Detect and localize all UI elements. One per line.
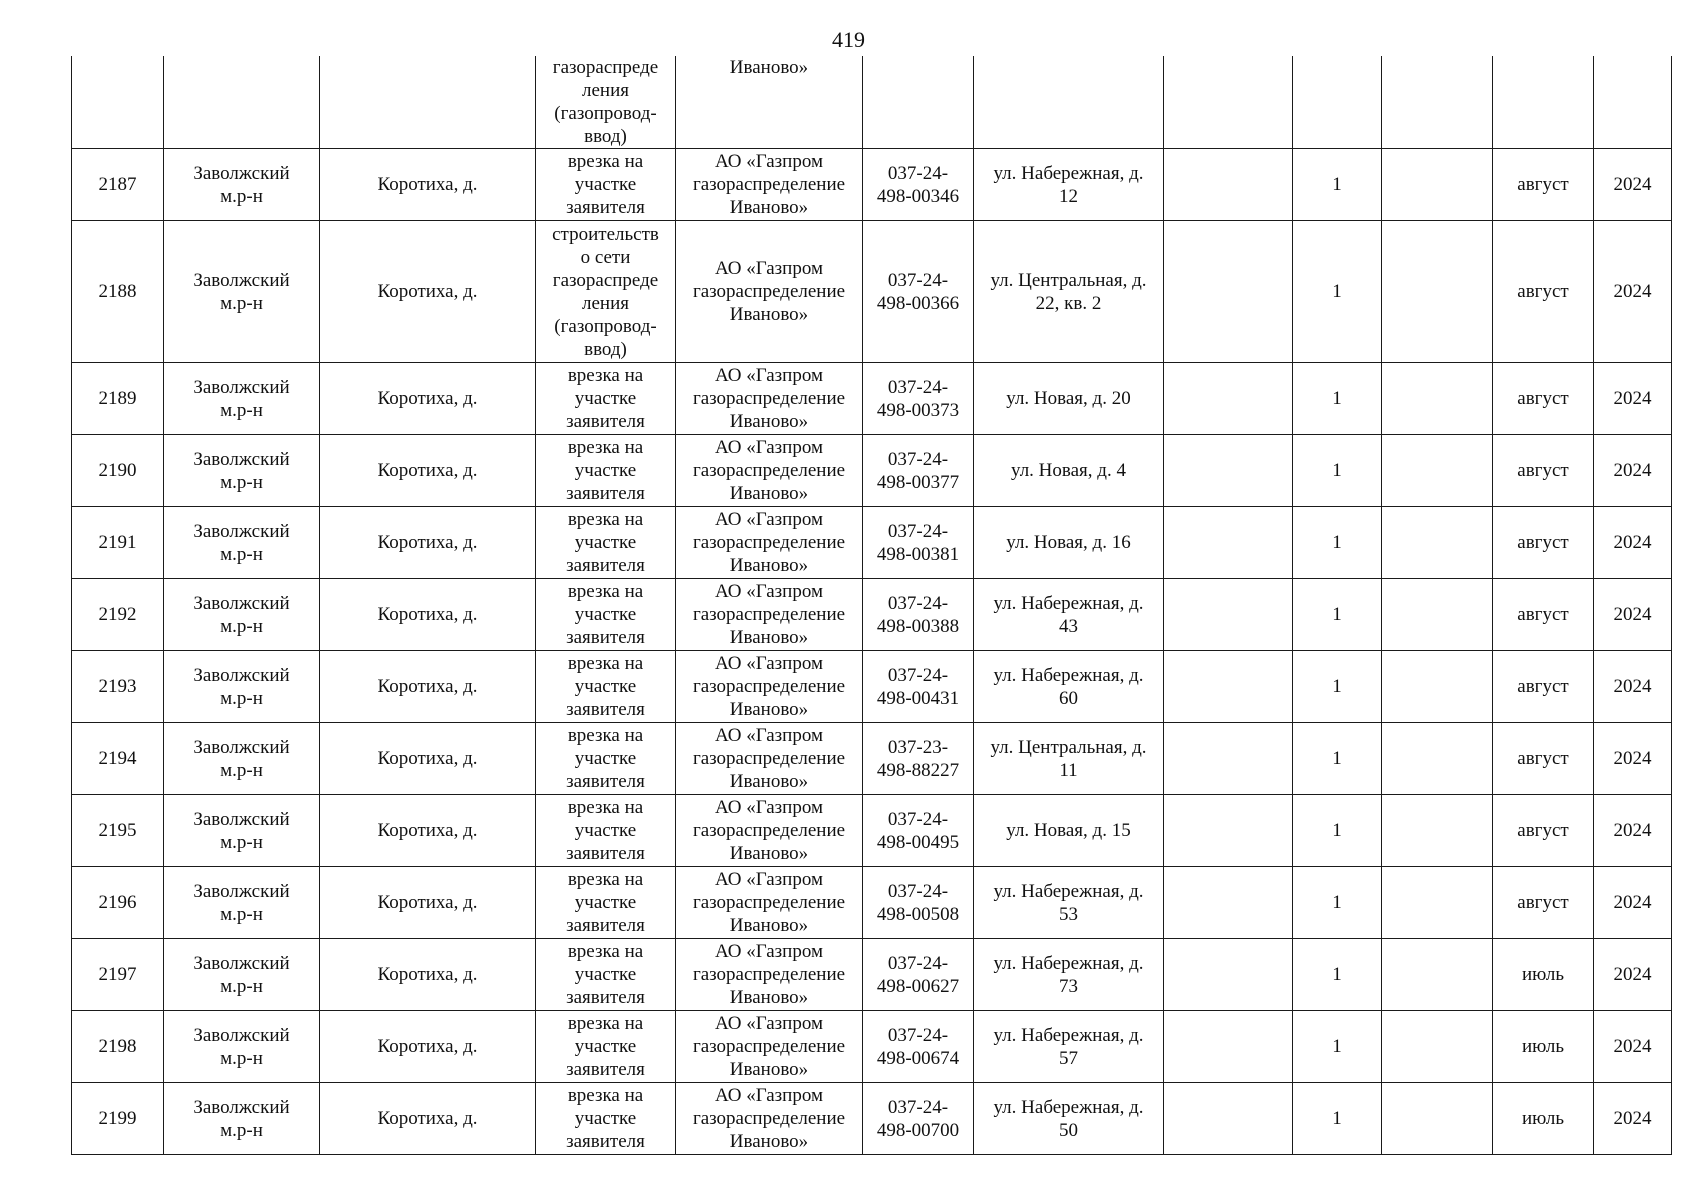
cell-organization: АО «Газпром газораспределение Иваново» bbox=[676, 221, 863, 363]
cell-settlement: Коротиха, д. bbox=[320, 795, 536, 867]
cell-count: 1 bbox=[1293, 1083, 1382, 1155]
cell-count: 1 bbox=[1293, 221, 1382, 363]
cell-settlement: Коротиха, д. bbox=[320, 867, 536, 939]
cell-year: 2024 bbox=[1594, 1011, 1672, 1083]
cell-num: 2198 bbox=[72, 1011, 164, 1083]
cell-year: 2024 bbox=[1594, 579, 1672, 651]
cell-address: ул. Центральная, д. 22, кв. 2 bbox=[974, 221, 1164, 363]
cell-extra2 bbox=[1382, 651, 1493, 723]
cell-app-number: 037-24- 498-00627 bbox=[863, 939, 974, 1011]
cell-extra2 bbox=[1382, 579, 1493, 651]
cell-month: август bbox=[1493, 149, 1594, 221]
cell-organization: Иваново» bbox=[676, 56, 863, 149]
cell-num: 2195 bbox=[72, 795, 164, 867]
cell-count: 1 bbox=[1293, 435, 1382, 507]
cell-type-of-work: врезка на участке заявителя bbox=[536, 579, 676, 651]
cell-organization: АО «Газпром газораспределение Иваново» bbox=[676, 435, 863, 507]
cell-extra2 bbox=[1382, 939, 1493, 1011]
cell-extra2 bbox=[1382, 149, 1493, 221]
cell-settlement: Коротиха, д. bbox=[320, 435, 536, 507]
cell-num: 2199 bbox=[72, 1083, 164, 1155]
cell-settlement bbox=[320, 56, 536, 149]
cell-month: июль bbox=[1493, 1011, 1594, 1083]
cell-organization: АО «Газпром газораспределение Иваново» bbox=[676, 579, 863, 651]
cell-extra1 bbox=[1164, 939, 1293, 1011]
cell-num: 2189 bbox=[72, 363, 164, 435]
cell-year: 2024 bbox=[1594, 939, 1672, 1011]
cell-num: 2192 bbox=[72, 579, 164, 651]
cell-district: Заволжский м.р-н bbox=[164, 579, 320, 651]
cell-year: 2024 bbox=[1594, 723, 1672, 795]
cell-organization: АО «Газпром газораспределение Иваново» bbox=[676, 363, 863, 435]
cell-settlement: Коротиха, д. bbox=[320, 651, 536, 723]
cell-organization: АО «Газпром газораспределение Иваново» bbox=[676, 1011, 863, 1083]
cell-extra2 bbox=[1382, 795, 1493, 867]
cell-month: август bbox=[1493, 507, 1594, 579]
cell-district: Заволжский м.р-н bbox=[164, 867, 320, 939]
cell-num: 2187 bbox=[72, 149, 164, 221]
cell-year: 2024 bbox=[1594, 221, 1672, 363]
cell-app-number: 037-24- 498-00373 bbox=[863, 363, 974, 435]
cell-year: 2024 bbox=[1594, 363, 1672, 435]
cell-month: июль bbox=[1493, 1083, 1594, 1155]
cell-address: ул. Набережная, д. 57 bbox=[974, 1011, 1164, 1083]
cell-organization: АО «Газпром газораспределение Иваново» bbox=[676, 723, 863, 795]
cell-address: ул. Новая, д. 15 bbox=[974, 795, 1164, 867]
cell-app-number: 037-24- 498-00431 bbox=[863, 651, 974, 723]
cell-extra2 bbox=[1382, 867, 1493, 939]
cell-type-of-work: газораспреде ления (газопровод- ввод) bbox=[536, 56, 676, 149]
cell-year: 2024 bbox=[1594, 507, 1672, 579]
cell-settlement: Коротиха, д. bbox=[320, 723, 536, 795]
cell-month bbox=[1493, 56, 1594, 149]
table-row bbox=[72, 149, 1672, 221]
cell-organization: АО «Газпром газораспределение Иваново» bbox=[676, 507, 863, 579]
cell-count: 1 bbox=[1293, 723, 1382, 795]
cell-month: август bbox=[1493, 435, 1594, 507]
table-row bbox=[72, 723, 1672, 795]
page-number: 419 bbox=[832, 27, 865, 52]
cell-district: Заволжский м.р-н bbox=[164, 939, 320, 1011]
cell-count: 1 bbox=[1293, 651, 1382, 723]
cell-address: ул. Новая, д. 16 bbox=[974, 507, 1164, 579]
cell-app-number: 037-24- 498-00377 bbox=[863, 435, 974, 507]
table-row bbox=[72, 1011, 1672, 1083]
cell-app-number bbox=[863, 56, 974, 149]
cell-extra1 bbox=[1164, 867, 1293, 939]
cell-app-number: 037-24- 498-00508 bbox=[863, 867, 974, 939]
cell-type-of-work: врезка на участке заявителя bbox=[536, 363, 676, 435]
cell-app-number: 037-24- 498-00366 bbox=[863, 221, 974, 363]
cell-settlement: Коротиха, д. bbox=[320, 363, 536, 435]
cell-address: ул. Набережная, д. 12 bbox=[974, 149, 1164, 221]
table-row bbox=[72, 651, 1672, 723]
cell-extra1 bbox=[1164, 363, 1293, 435]
cell-organization: АО «Газпром газораспределение Иваново» bbox=[676, 1083, 863, 1155]
cell-extra2 bbox=[1382, 1011, 1493, 1083]
cell-month: август bbox=[1493, 651, 1594, 723]
cell-extra2 bbox=[1382, 723, 1493, 795]
cell-district: Заволжский м.р-н bbox=[164, 221, 320, 363]
gasification-table bbox=[71, 56, 1672, 1155]
cell-app-number: 037-24- 498-00700 bbox=[863, 1083, 974, 1155]
cell-district: Заволжский м.р-н bbox=[164, 149, 320, 221]
cell-address: ул. Набережная, д. 43 bbox=[974, 579, 1164, 651]
cell-num: 2196 bbox=[72, 867, 164, 939]
cell-year: 2024 bbox=[1594, 1083, 1672, 1155]
cell-month: август bbox=[1493, 363, 1594, 435]
cell-num: 2193 bbox=[72, 651, 164, 723]
cell-type-of-work: врезка на участке заявителя bbox=[536, 651, 676, 723]
cell-district: Заволжский м.р-н bbox=[164, 363, 320, 435]
cell-extra2 bbox=[1382, 363, 1493, 435]
cell-num bbox=[72, 56, 164, 149]
cell-num: 2188 bbox=[72, 221, 164, 363]
cell-settlement: Коротиха, д. bbox=[320, 579, 536, 651]
cell-address: ул. Центральная, д. 11 bbox=[974, 723, 1164, 795]
cell-district: Заволжский м.р-н bbox=[164, 1011, 320, 1083]
cell-organization: АО «Газпром газораспределение Иваново» bbox=[676, 651, 863, 723]
table-row bbox=[72, 579, 1672, 651]
cell-year: 2024 bbox=[1594, 149, 1672, 221]
cell-type-of-work: врезка на участке заявителя bbox=[536, 939, 676, 1011]
cell-settlement: Коротиха, д. bbox=[320, 507, 536, 579]
cell-organization: АО «Газпром газораспределение Иваново» bbox=[676, 867, 863, 939]
cell-type-of-work: врезка на участке заявителя bbox=[536, 1083, 676, 1155]
table-row bbox=[72, 867, 1672, 939]
cell-num: 2194 bbox=[72, 723, 164, 795]
table-row bbox=[72, 795, 1672, 867]
cell-address: ул. Новая, д. 20 bbox=[974, 363, 1164, 435]
cell-count: 1 bbox=[1293, 939, 1382, 1011]
cell-extra2 bbox=[1382, 1083, 1493, 1155]
cell-app-number: 037-24- 498-00674 bbox=[863, 1011, 974, 1083]
cell-extra1 bbox=[1164, 56, 1293, 149]
cell-address: ул. Набережная, д. 73 bbox=[974, 939, 1164, 1011]
cell-count: 1 bbox=[1293, 149, 1382, 221]
cell-num: 2190 bbox=[72, 435, 164, 507]
cell-num: 2191 bbox=[72, 507, 164, 579]
cell-address: ул. Набережная, д. 50 bbox=[974, 1083, 1164, 1155]
cell-month: август bbox=[1493, 221, 1594, 363]
cell-type-of-work: врезка на участке заявителя bbox=[536, 723, 676, 795]
cell-address: ул. Новая, д. 4 bbox=[974, 435, 1164, 507]
cell-year bbox=[1594, 56, 1672, 149]
cell-count: 1 bbox=[1293, 1011, 1382, 1083]
cell-count: 1 bbox=[1293, 579, 1382, 651]
cell-year: 2024 bbox=[1594, 435, 1672, 507]
cell-extra1 bbox=[1164, 723, 1293, 795]
cell-extra2 bbox=[1382, 221, 1493, 363]
cell-count bbox=[1293, 56, 1382, 149]
cell-extra1 bbox=[1164, 651, 1293, 723]
cell-extra1 bbox=[1164, 149, 1293, 221]
table-row bbox=[72, 1083, 1672, 1155]
cell-month: август bbox=[1493, 867, 1594, 939]
cell-type-of-work: врезка на участке заявителя bbox=[536, 149, 676, 221]
cell-district: Заволжский м.р-н bbox=[164, 651, 320, 723]
cell-district: Заволжский м.р-н bbox=[164, 507, 320, 579]
cell-month: август bbox=[1493, 795, 1594, 867]
cell-extra2 bbox=[1382, 435, 1493, 507]
cell-type-of-work: врезка на участке заявителя bbox=[536, 435, 676, 507]
cell-district: Заволжский м.р-н bbox=[164, 723, 320, 795]
cell-extra1 bbox=[1164, 1011, 1293, 1083]
cell-type-of-work: врезка на участке заявителя bbox=[536, 867, 676, 939]
table-row bbox=[72, 435, 1672, 507]
cell-address bbox=[974, 56, 1164, 149]
cell-extra1 bbox=[1164, 579, 1293, 651]
cell-app-number: 037-24- 498-00381 bbox=[863, 507, 974, 579]
cell-type-of-work: врезка на участке заявителя bbox=[536, 507, 676, 579]
cell-extra2 bbox=[1382, 56, 1493, 149]
cell-type-of-work: врезка на участке заявителя bbox=[536, 795, 676, 867]
cell-settlement: Коротиха, д. bbox=[320, 1083, 536, 1155]
cell-type-of-work: врезка на участке заявителя bbox=[536, 1011, 676, 1083]
cell-count: 1 bbox=[1293, 363, 1382, 435]
cell-month: август bbox=[1493, 723, 1594, 795]
cell-organization: АО «Газпром газораспределение Иваново» bbox=[676, 149, 863, 221]
table-row-continuation bbox=[72, 56, 1672, 149]
cell-month: август bbox=[1493, 579, 1594, 651]
cell-district: Заволжский м.р-н bbox=[164, 435, 320, 507]
cell-extra1 bbox=[1164, 1083, 1293, 1155]
cell-extra1 bbox=[1164, 507, 1293, 579]
table-row bbox=[72, 939, 1672, 1011]
cell-district bbox=[164, 56, 320, 149]
cell-settlement: Коротиха, д. bbox=[320, 221, 536, 363]
cell-settlement: Коротиха, д. bbox=[320, 1011, 536, 1083]
cell-month: июль bbox=[1493, 939, 1594, 1011]
cell-type-of-work: строительств о сети газораспреде ления (газопровод- ввод) bbox=[536, 221, 676, 363]
cell-district: Заволжский м.р-н bbox=[164, 1083, 320, 1155]
cell-year: 2024 bbox=[1594, 651, 1672, 723]
cell-app-number: 037-24- 498-00346 bbox=[863, 149, 974, 221]
cell-app-number: 037-24- 498-00495 bbox=[863, 795, 974, 867]
cell-year: 2024 bbox=[1594, 867, 1672, 939]
cell-count: 1 bbox=[1293, 507, 1382, 579]
cell-year: 2024 bbox=[1594, 795, 1672, 867]
cell-count: 1 bbox=[1293, 867, 1382, 939]
cell-extra2 bbox=[1382, 507, 1493, 579]
cell-extra1 bbox=[1164, 221, 1293, 363]
cell-extra1 bbox=[1164, 795, 1293, 867]
table-row bbox=[72, 507, 1672, 579]
cell-extra1 bbox=[1164, 435, 1293, 507]
table-row bbox=[72, 221, 1672, 363]
cell-address: ул. Набережная, д. 53 bbox=[974, 867, 1164, 939]
table-body bbox=[72, 56, 1672, 1155]
cell-app-number: 037-23- 498-88227 bbox=[863, 723, 974, 795]
cell-settlement: Коротиха, д. bbox=[320, 149, 536, 221]
cell-organization: АО «Газпром газораспределение Иваново» bbox=[676, 939, 863, 1011]
table-row bbox=[72, 363, 1672, 435]
cell-count: 1 bbox=[1293, 795, 1382, 867]
cell-organization: АО «Газпром газораспределение Иваново» bbox=[676, 795, 863, 867]
cell-district: Заволжский м.р-н bbox=[164, 795, 320, 867]
cell-app-number: 037-24- 498-00388 bbox=[863, 579, 974, 651]
cell-address: ул. Набережная, д. 60 bbox=[974, 651, 1164, 723]
cell-settlement: Коротиха, д. bbox=[320, 939, 536, 1011]
cell-num: 2197 bbox=[72, 939, 164, 1011]
